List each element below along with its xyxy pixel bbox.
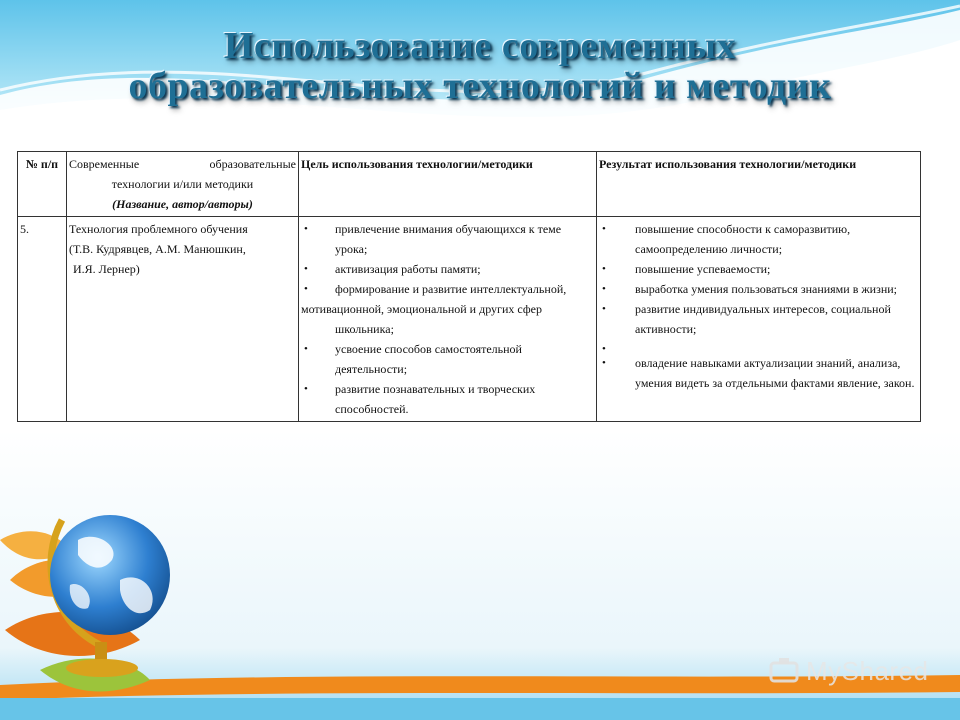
row-technology-name: Технология проблемного обучения (69, 222, 248, 236)
goal-item-continuation: школьника; (335, 322, 394, 336)
row-goals (299, 217, 597, 422)
goal-item-continuation: мотивационной, эмоциональной и других сфер (301, 302, 542, 316)
result-item: • выработка умения пользоваться знаниями в жизни; (599, 279, 918, 299)
result-item: • повышение успеваемости; (599, 259, 918, 279)
goal-item: • активизация работы памяти; (301, 259, 594, 279)
table-header-row (18, 152, 921, 217)
goal-item: • формирование и развитие интеллектуальной, (301, 279, 594, 299)
row-results (597, 217, 921, 422)
goal-item: • привлечение внимания обучающихся к теме урока; (301, 219, 594, 259)
result-spacer (599, 339, 918, 353)
header-number: № п/п (18, 152, 67, 217)
header-technology (67, 152, 299, 217)
row-number: 5. (18, 217, 67, 422)
result-item: • овладение навыками актуализации знаний, анализа, умения видеть за отдельными фактами явление, закон. (599, 353, 918, 393)
table-row (18, 217, 921, 422)
slide-title (0, 26, 960, 106)
goal-item: • усвоение способов самостоятельной деятельности; (301, 339, 594, 379)
header-technology-note: (Название, автор/авторы) (112, 197, 253, 211)
header-technology-line-1: Современные образовательные (69, 157, 296, 171)
header-technology-line-2: технологии и/или методики (111, 177, 254, 191)
technology-table (17, 151, 920, 422)
result-item: • развитие индивидуальных интересов, социальной активности; (599, 299, 918, 339)
row-technology-authors-2: И.Я. Лернер) (73, 262, 140, 276)
header-result: Результат использования технологии/методики (597, 152, 921, 217)
goal-item: • развитие познавательных и творческих способностей. (301, 379, 594, 419)
result-item: • повышение способности к саморазвитию, самоопределению личности; (599, 219, 918, 259)
header-goal: Цель использования технологии/методики (299, 152, 597, 217)
slide-title-line-2: образовательных технологий и методик (128, 65, 832, 107)
watermark-logo-icon (768, 657, 802, 687)
row-technology (67, 217, 299, 422)
watermark-text: MyShared (806, 656, 929, 686)
slide-title-line-1: Использование современных (223, 25, 737, 67)
row-technology-authors-1: (Т.В. Кудрявцев, А.М. Манюшкин, (69, 242, 246, 256)
